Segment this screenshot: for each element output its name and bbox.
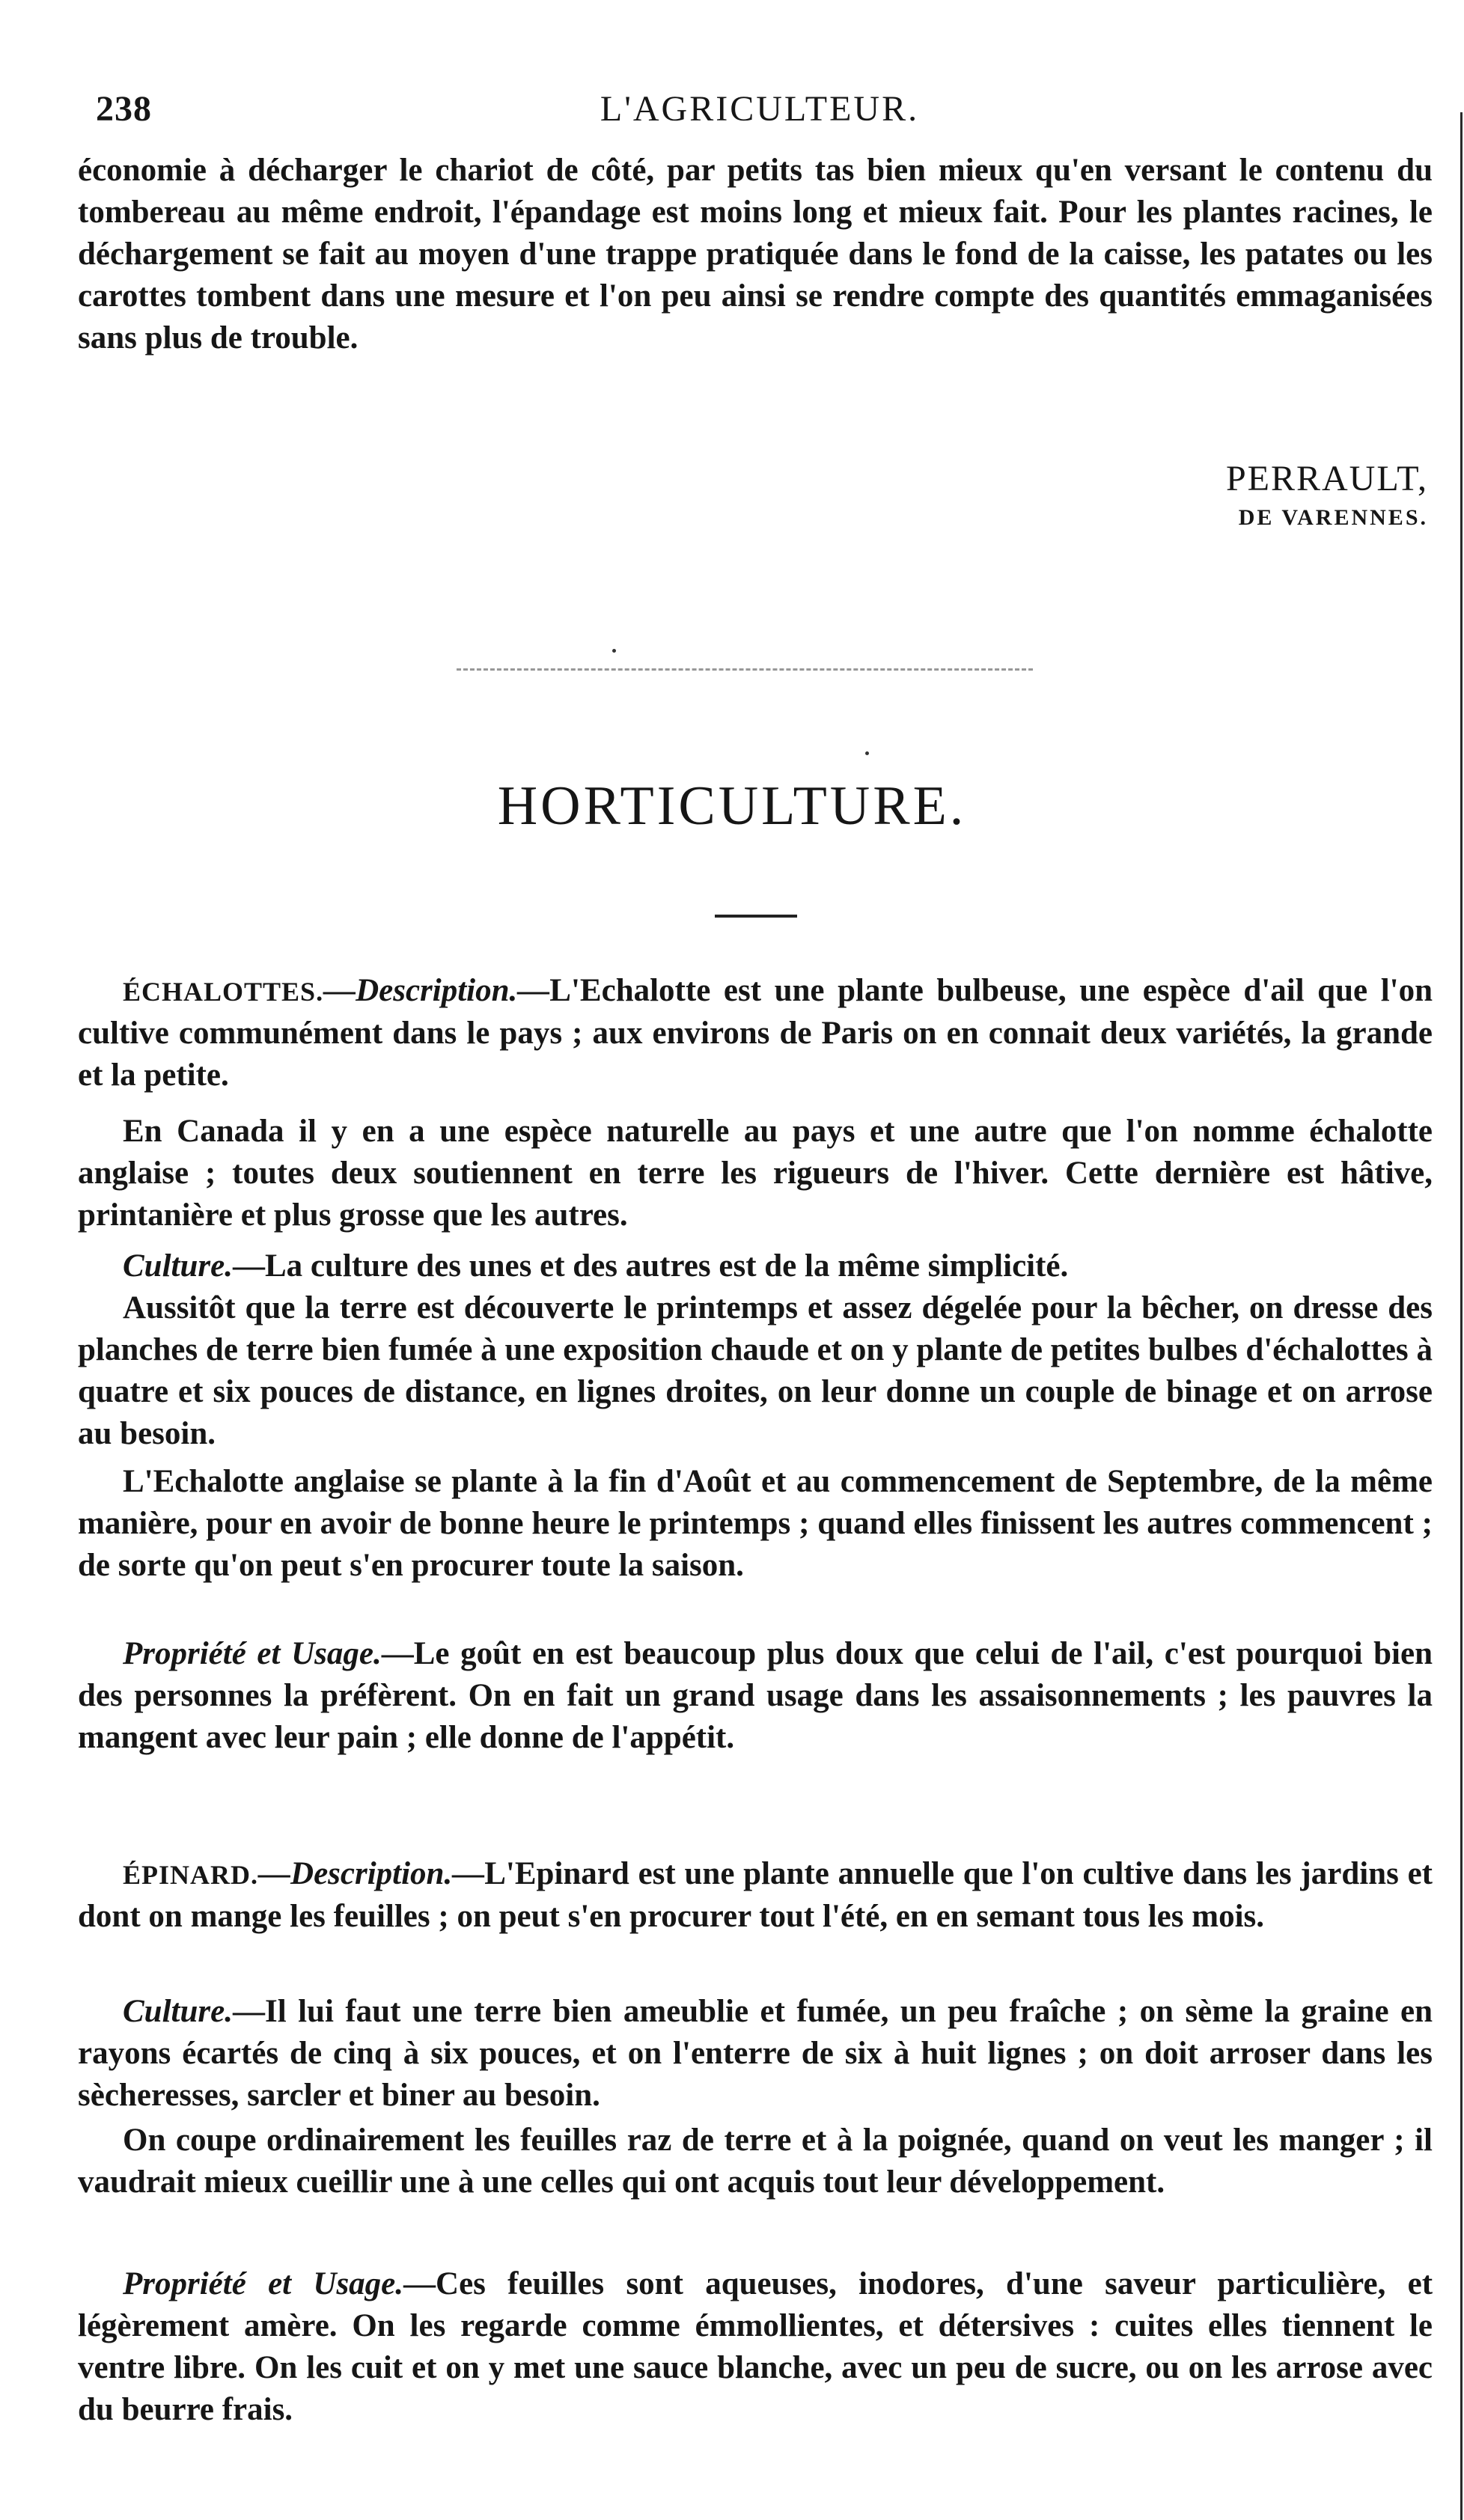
title-rule xyxy=(715,915,797,918)
usage-label: Propriété et Usage. xyxy=(123,2266,404,2301)
signature-name: PERRAULT, xyxy=(1225,459,1428,498)
echalottes-usage-text: —Le goût en est beaucoup plus doux que celui de l'ail, c'est pourquoi bien des personnes la préfèrent. On en fait un grand usage dans les assaisonnements ; les pauvres la mangent avec leur pain ; elle donne de l'appétit. xyxy=(78,1636,1433,1755)
echalottes-paragraph-5: L'Echalotte anglaise se plante à la fin d'Août et au commencement de Septembre, de la même manière, pour en avoir de bonne heure le printemps ; quand elles finissent les autres commencent ; de sorte qu'on peut s'en procurer toute la saison. xyxy=(78,1464,1433,1583)
section-title: HORTICULTURE. xyxy=(497,775,967,837)
epinard-usage-text: —Ces feuilles sont aqueuses, inodores, d'une saveur particulière, et légèrement amère. On les regarde comme émmollientes, et détersives : cuites elles tiennent le ventre libre. On les cuit et on y met une sauce blanche, avec un peu de sucre, ou on les arrose avec du beurre frais. xyxy=(78,2266,1433,2427)
echalottes-culture-paragraph xyxy=(78,1245,1433,1287)
separator-dot xyxy=(865,751,869,755)
description-label: —Description.— xyxy=(258,1856,485,1891)
echalottes-heading: ÉCHALOTTES. xyxy=(123,977,324,1007)
description-label: —Description.— xyxy=(323,973,550,1008)
page-header xyxy=(90,88,1430,133)
signature-place: DE VARENNES. xyxy=(1238,505,1428,530)
usage-label: Propriété et Usage. xyxy=(123,1636,382,1671)
epinard-heading: ÉPINARD. xyxy=(123,1860,259,1890)
echalottes-description-paragraph xyxy=(78,970,1433,1096)
echalottes-culture-text: —La culture des unes et des autres est de la même simplicité. xyxy=(232,1248,1069,1284)
echalottes-text-1: L'Echalotte est une plante bulbeuse, une espèce d'ail que l'on cultive communément dans le pays ; aux environs de Paris on en connait deux variétés, la grande et la petite. xyxy=(78,973,1433,1093)
signature xyxy=(1226,458,1428,531)
separator-dot xyxy=(612,649,616,653)
echalottes-usage-paragraph xyxy=(78,1633,1433,1759)
section-separator-dots xyxy=(457,668,1033,674)
epinard-description-paragraph xyxy=(78,1853,1433,1938)
epinard-usage-paragraph xyxy=(78,2263,1433,2431)
running-head: L'AGRICULTEUR. xyxy=(600,89,920,129)
epinard-paragraph-3: On coupe ordinairement les feuilles raz de terre et à la poignée, quand on veut les manger ; il vaudrait mieux cueillir une à une celles qui ont acquis tout leur développement. xyxy=(78,2123,1433,2200)
culture-label: Culture. xyxy=(123,1248,233,1284)
intro-paragraph: économie à décharger le chariot de côté, par petits tas bien mieux qu'en versant le contenu du tombereau au même endroit, l'épandage est moins long et mieux fait. Pour les plantes racines, le déchargement se fait au moyen d'une trappe pratiquée dans le fond de la caisse, les patates ou les carottes tombent dans une mesure et l'on peu ainsi se rendre compte des quantités emmaganisées sans plus de trouble. xyxy=(78,153,1433,356)
page-number: 238 xyxy=(96,89,152,129)
epinard-text-1: L'Epinard est une plante annuelle que l'on cultive dans les jardins et dont on mange les feuilles ; on peut s'en procurer tout l'été, en en semant tous les mois. xyxy=(78,1856,1433,1934)
culture-label: Culture. xyxy=(123,1994,233,2029)
epinard-culture-text: —Il lui faut une terre bien ameublie et fumée, un peu fraîche ; on sème la graine en rayons écartés de cinq à six pouces, et on l'enterre de six à huit lignes ; on doit arroser dans les sècheresses, sarcler et biner au besoin. xyxy=(78,1994,1433,2113)
epinard-culture-paragraph xyxy=(78,1991,1433,2117)
echalottes-paragraph-4: Aussitôt que la terre est découverte le printemps et assez dégelée pour la bêcher, on dresse des planches de terre bien fumée à une exposition chaude et on y plante de petites bulbes d'échalottes à quatre et six pouces de distance, en lignes droites, on leur donne un couple de binage et on arrose au besoin. xyxy=(78,1290,1433,1451)
echalottes-paragraph-2: En Canada il y en a une espèce naturelle au pays et une autre que l'on nomme échalotte anglaise ; toutes deux soutiennent en terre les rigueurs de l'hiver. Cette dernière est hâtive, printanière et plus grosse que les autres. xyxy=(78,1114,1433,1233)
